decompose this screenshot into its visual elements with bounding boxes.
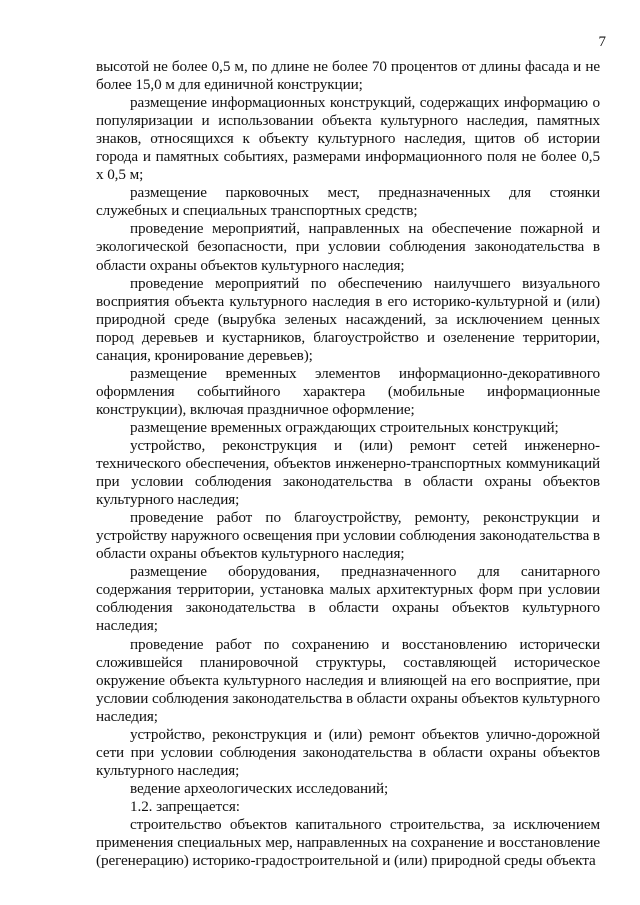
- paragraph-archaeology: ведение археологических исследований;: [130, 779, 389, 797]
- paragraph-visual-perception: проведение мероприятий по обеспечению наилучшего визуального восприятия объекта культурного наследия в его историко-культурной и (или) природной среде (вырубка зеленых насаждений, за исключением ценных пород деревьев и кустарников, благоустройство и озеленение территории, санация, кронирование деревьев);: [96, 274, 600, 364]
- paragraph-engineering-networks: устройство, реконструкция и (или) ремонт сетей инженерно-технического обеспечения, объектов инженерно-транспортных коммуникаций при условии соблюдения законодательства в области охраны объектов культурного наследия;: [96, 436, 600, 509]
- paragraph-temporary-decor: размещение временных элементов информационно-декоративного оформления событийного характера (мобильные информационные конструкции), включая праздничное оформление;: [96, 364, 600, 418]
- section-heading-prohibited: 1.2. запрещается:: [130, 797, 240, 815]
- paragraph-capital-construction: строительство объектов капитального строительства, за исключением применения специальных мер, направленных на сохранение и восстановление (регенерацию) историко-градостроительной и (или) природной среды объекта: [96, 815, 600, 870]
- paragraph-info-constructions: размещение информационных конструкций, содержащих информацию о популяризации и использовании объекта культурного наследия, памятных знаков, относящихся к объекту культурного наследия, щитов об истории города и памятных событиях, размерами информационного поля не более 0,5 х 0,5 м;: [96, 94, 600, 184]
- page-number: 7: [598, 34, 606, 50]
- paragraph-sanitary-equipment: размещение оборудования, предназначенного для санитарного содержания территории, установка малых архитектурных форм при условии соблюдения законодательства в области охраны объектов культурного наследия;: [96, 563, 600, 635]
- paragraph-parking: размещение парковочных мест, предназначенных для стоянки служебных и специальных транспортных средств;: [96, 184, 600, 220]
- paragraph-temporary-fences: размещение временных ограждающих строительных конструкций;: [130, 418, 559, 436]
- paragraph-planning-structure: проведение работ по сохранению и восстановлению исторически сложившейся планировочной структуры, составляющей историческое окружение объекта культурного наследия и влияющей на его восприятие, при условии соблюдения законодательства в области охраны объектов культурного наследия;: [96, 635, 600, 725]
- paragraph-continuation: высотой не более 0,5 м, по длине не более 70 процентов от длины фасада и не более 15,0 м для единичной конструкции;: [96, 58, 600, 94]
- paragraph-road-network: устройство, реконструкция и (или) ремонт объектов улично-дорожной сети при условии соблюдения законодательства в области охраны объектов культурного наследия;: [96, 725, 600, 779]
- paragraph-landscaping-lighting: проведение работ по благоустройству, ремонту, реконструкции и устройству наружного освещения при условии соблюдения законодательства в области охраны объектов культурного наследия;: [96, 509, 600, 563]
- paragraph-fire-safety: проведение мероприятий, направленных на обеспечение пожарной и экологической безопасности, при условии соблюдения законодательства в области охраны объектов культурного наследия;: [96, 220, 600, 274]
- document-body: [96, 58, 600, 870]
